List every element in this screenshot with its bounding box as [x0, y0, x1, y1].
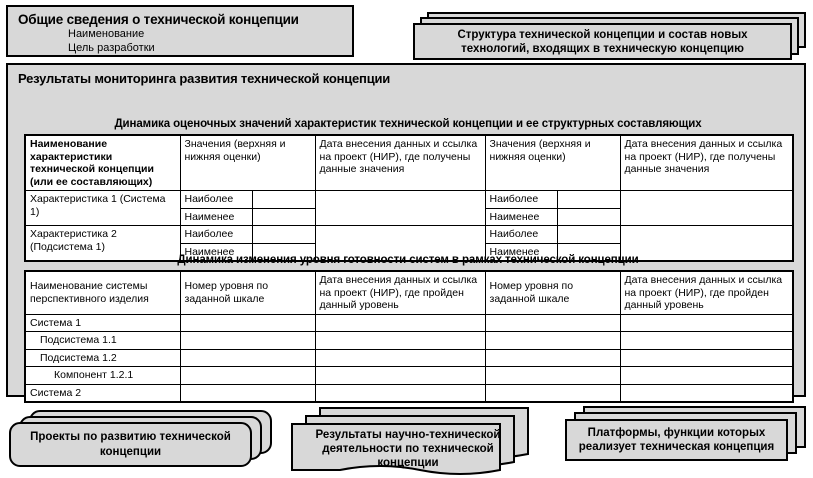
- table2-row1-c3[interactable]: [485, 332, 620, 350]
- platforms-stack-label: Платформы, функции которых реализует техническая концепция: [578, 427, 775, 453]
- table2-header-row: [25, 271, 793, 314]
- table2-row3-c2[interactable]: [315, 367, 485, 385]
- table1-col-date-2: Дата внесения данных и ссылка на проект (НИР), где получены данные значения: [620, 135, 793, 191]
- table1-row2-sub2-max: Наиболее: [485, 226, 557, 244]
- table-row[interactable]: [25, 191, 793, 209]
- table2-row3-name: Компонент 1.2.1: [25, 367, 180, 385]
- readiness-level-table[interactable]: [24, 270, 794, 403]
- table2-row4-c1[interactable]: [180, 384, 315, 402]
- structure-stack-box[interactable]: [413, 12, 806, 60]
- table2-row4-name: Система 2: [25, 384, 180, 402]
- table2-col-date-1: Дата внесения данных и ссылка на проект (НИР), где пройден данный уровень: [315, 271, 485, 314]
- section1-subtitle: Динамика оценочных значений характеристик технической концепции и ее структурных составляющих: [114, 118, 702, 130]
- table1-header-row: [25, 135, 793, 191]
- table1-row1-sub-min: Наименее: [180, 208, 252, 226]
- table2-col-level-1: Номер уровня по заданной шкале: [180, 271, 315, 314]
- table2-row3-c1[interactable]: [180, 367, 315, 385]
- table2-row0-c2[interactable]: [315, 314, 485, 332]
- table2-row3-c3[interactable]: [485, 367, 620, 385]
- table-row[interactable]: [25, 367, 793, 385]
- table-row[interactable]: [25, 314, 793, 332]
- table1-row2-value1-max[interactable]: [252, 226, 315, 244]
- platforms-stack-layer-1[interactable]: [565, 419, 788, 461]
- monitoring-results-frame: [6, 63, 806, 397]
- table1-col-date-1: Дата внесения данных и ссылка на проект (НИР), где получены данные значения: [315, 135, 485, 191]
- table-row[interactable]: [25, 332, 793, 350]
- table1-row2-sub2-min: Наименее: [485, 243, 557, 261]
- table1-row2-name: Характеристика 2 (Подсистема 1): [25, 226, 180, 262]
- table1-row1-value1-min[interactable]: [252, 208, 315, 226]
- table2-row0-c1[interactable]: [180, 314, 315, 332]
- table1-row1-sub2-min: Наименее: [485, 208, 557, 226]
- table-row[interactable]: [25, 349, 793, 367]
- table2-row1-name: Подсистема 1.1: [25, 332, 180, 350]
- table1-row1-date1[interactable]: [315, 191, 485, 226]
- table2-row1-c1[interactable]: [180, 332, 315, 350]
- structure-stack-label: Структура технической концепции и состав новых технологий, входящих в техническую концепцию: [457, 28, 748, 55]
- platforms-stack-box[interactable]: [565, 406, 810, 468]
- projects-stack-label: Проекты по развитию технической концепции: [30, 430, 231, 458]
- research-results-stack-box[interactable]: [288, 406, 538, 478]
- table1-row1-sub2-max: Наиболее: [485, 191, 557, 209]
- projects-stack-layer-1[interactable]: [9, 422, 252, 467]
- characteristics-dynamics-table[interactable]: [24, 134, 794, 262]
- general-info-box[interactable]: [6, 5, 354, 57]
- section2-wrapper: [24, 248, 792, 403]
- table1-row1-value2-max[interactable]: [557, 191, 620, 209]
- table2-row4-c2[interactable]: [315, 384, 485, 402]
- table1-row1-value1-max[interactable]: [252, 191, 315, 209]
- table2-col-level-2: Номер уровня по заданной шкале: [485, 271, 620, 314]
- section1-wrapper: [24, 112, 792, 262]
- table1-col-name: Наименование характеристики технической концепции (или ее составляющих): [25, 135, 180, 191]
- table2-row3-c4[interactable]: [620, 367, 793, 385]
- table1-col-values-2: Значения (верхняя и нижняя оценки): [485, 135, 620, 191]
- projects-stack-box[interactable]: [7, 410, 282, 472]
- table2-row1-c2[interactable]: [315, 332, 485, 350]
- table1-row1-value2-min[interactable]: [557, 208, 620, 226]
- table2-row4-c4[interactable]: [620, 384, 793, 402]
- table1-row1-sub-max: Наиболее: [180, 191, 252, 209]
- table1-row2-sub-max: Наиболее: [180, 226, 252, 244]
- table2-row2-c2[interactable]: [315, 349, 485, 367]
- table2-row2-c1[interactable]: [180, 349, 315, 367]
- table1-col-values-1: Значения (верхняя и нижняя оценки): [180, 135, 315, 191]
- table-row[interactable]: [25, 226, 793, 244]
- table2-row2-name: Подсистема 1.2: [25, 349, 180, 367]
- section2-subtitle: Динамика изменения уровня готовности систем в рамках технической концепции: [177, 254, 639, 266]
- structure-stack-layer-1[interactable]: [413, 23, 792, 60]
- table1-row2-value2-max[interactable]: [557, 226, 620, 244]
- monitoring-results-title: Результаты мониторинга развития технической концепции: [18, 71, 391, 86]
- general-info-title: Общие сведения о технической концепции: [18, 12, 299, 27]
- table2-row4-c3[interactable]: [485, 384, 620, 402]
- general-info-item-goal: Цель разработки: [68, 41, 155, 54]
- table2-row0-name: Система 1: [25, 314, 180, 332]
- table1-row2-sub-min: Наименее: [180, 243, 252, 261]
- table2-row2-c3[interactable]: [485, 349, 620, 367]
- table-row[interactable]: [25, 384, 793, 402]
- research-results-stack-label: Результаты научно-технической деятельности по технической концепции: [315, 429, 501, 469]
- table2-row0-c4[interactable]: [620, 314, 793, 332]
- table1-row1-date2[interactable]: [620, 191, 793, 226]
- general-info-item-name: Наименование: [68, 28, 145, 40]
- table2-col-date-2: Дата внесения данных и ссылка на проект (НИР), где пройден данный уровень: [620, 271, 793, 314]
- table2-col-system-name: Наименование системы перспективного изделия: [25, 271, 180, 314]
- table2-row0-c3[interactable]: [485, 314, 620, 332]
- table2-row1-c4[interactable]: [620, 332, 793, 350]
- table1-row1-name: Характеристика 1 (Система 1): [25, 191, 180, 226]
- table2-row2-c4[interactable]: [620, 349, 793, 367]
